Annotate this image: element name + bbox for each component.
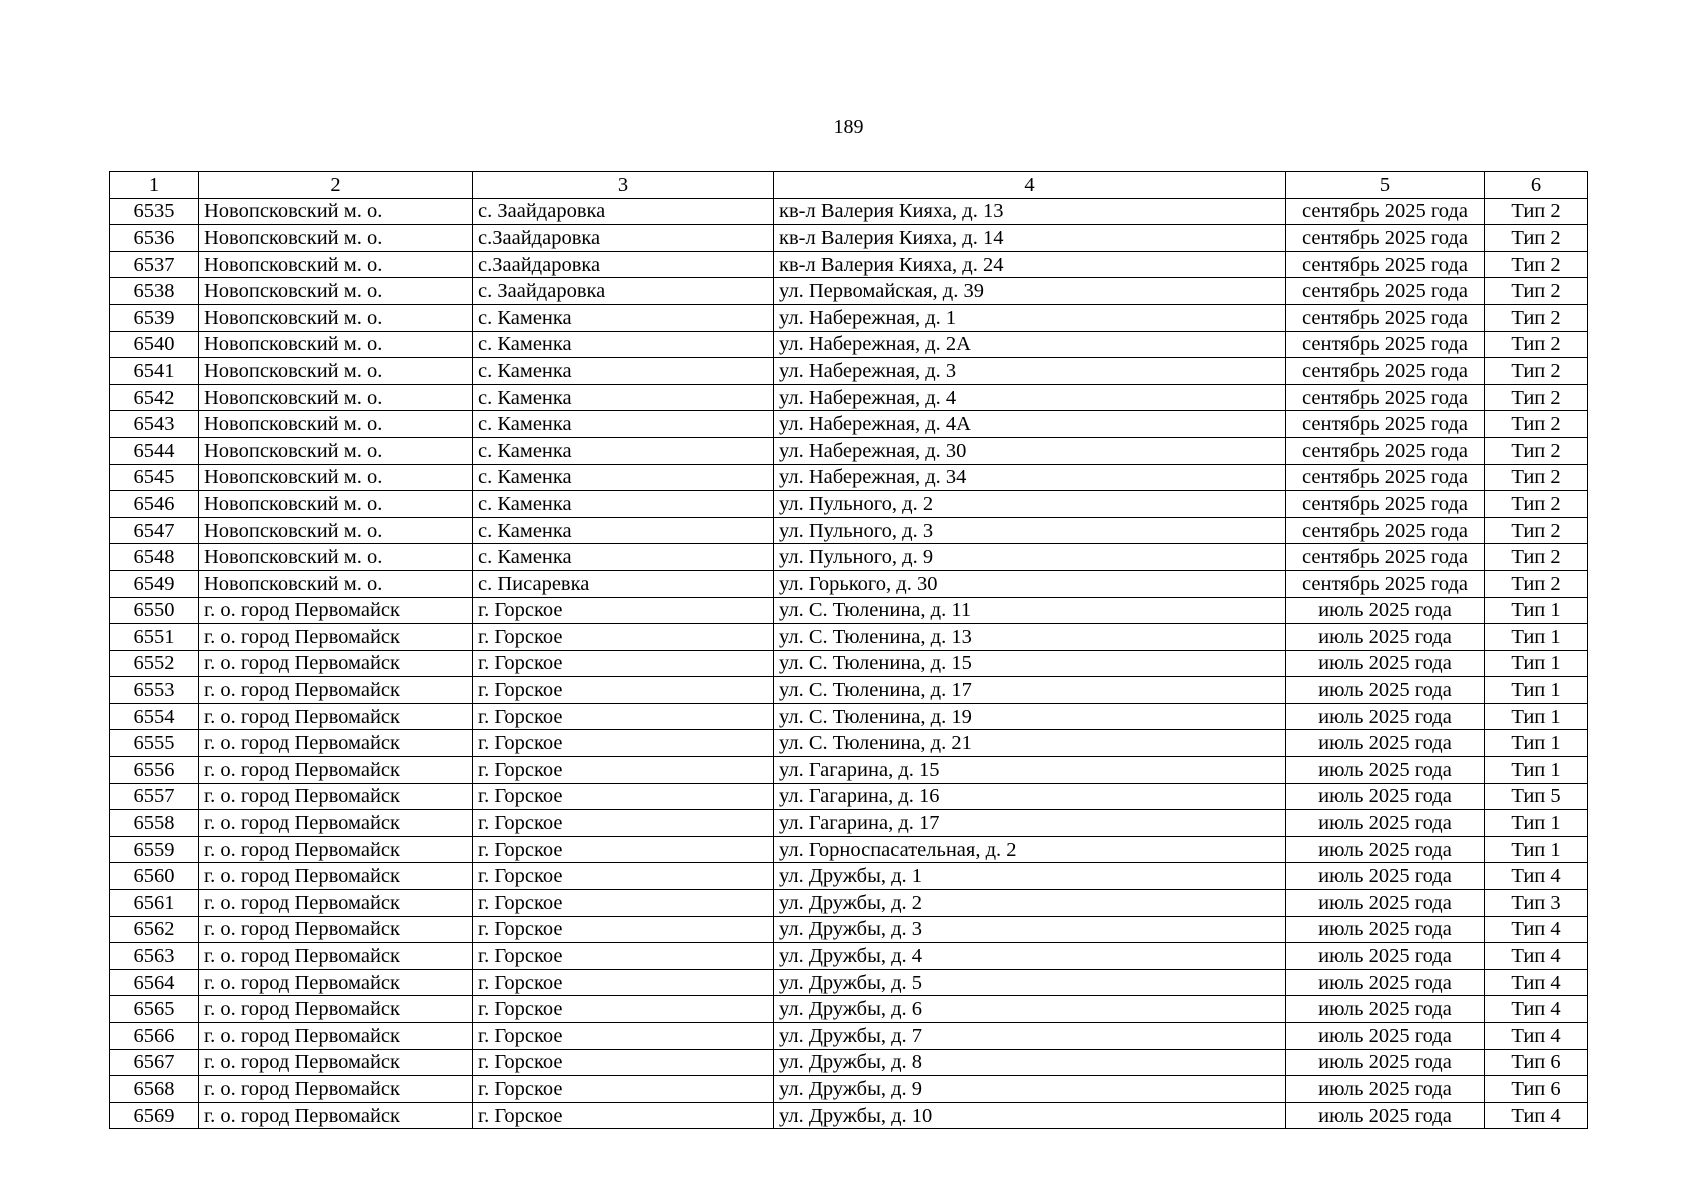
date-cell: сентябрь 2025 года [1286,491,1485,518]
date-cell: июль 2025 года [1286,703,1485,730]
municipality-cell: г. о. город Первомайск [199,783,473,810]
table-row [110,863,1588,890]
row-number-cell: 6538 [110,278,199,305]
row-number-cell: 6568 [110,1076,199,1103]
table-row [110,1076,1588,1103]
row-number-cell: 6555 [110,730,199,757]
settlement-cell: г. Горское [473,597,774,624]
date-cell: июль 2025 года [1286,836,1485,863]
address-cell: ул. Дружбы, д. 10 [774,1102,1286,1129]
table-row [110,996,1588,1023]
row-number-cell: 6546 [110,491,199,518]
table-row [110,358,1588,385]
date-cell: сентябрь 2025 года [1286,225,1485,252]
table-row [110,677,1588,704]
address-cell: ул. Дружбы, д. 2 [774,890,1286,917]
column-header-municipality: 2 [199,172,473,199]
settlement-cell: г. Горское [473,1049,774,1076]
table-row [110,331,1588,358]
settlement-cell: с. Заайдаровка [473,278,774,305]
date-cell: сентябрь 2025 года [1286,464,1485,491]
settlement-cell: г. Горское [473,1023,774,1050]
type-cell: Тип 6 [1485,1049,1588,1076]
address-cell: ул. Пульного, д. 2 [774,491,1286,518]
table-row [110,730,1588,757]
settlement-cell: с. Каменка [473,437,774,464]
address-cell: ул. Дружбы, д. 7 [774,1023,1286,1050]
settlement-cell: с. Каменка [473,517,774,544]
table-row [110,198,1588,225]
date-cell: июль 2025 года [1286,1076,1485,1103]
address-cell: ул. Пульного, д. 3 [774,517,1286,544]
table-row [110,278,1588,305]
row-number-cell: 6562 [110,916,199,943]
municipality-cell: г. о. город Первомайск [199,996,473,1023]
address-cell: ул. Дружбы, д. 3 [774,916,1286,943]
address-cell: ул. Набережная, д. 2А [774,331,1286,358]
table-row [110,437,1588,464]
row-number-cell: 6564 [110,969,199,996]
date-cell: июль 2025 года [1286,916,1485,943]
address-cell: ул. Набережная, д. 30 [774,437,1286,464]
table-row [110,411,1588,438]
page-number: 189 [833,116,864,138]
date-cell: июль 2025 года [1286,757,1485,784]
column-header-type: 6 [1485,172,1588,199]
address-cell: кв-л Валерия Кияха, д. 14 [774,225,1286,252]
municipality-cell: Новопсковский м. о. [199,464,473,491]
row-number-cell: 6554 [110,703,199,730]
column-header-settlement: 3 [473,172,774,199]
date-cell: июль 2025 года [1286,890,1485,917]
date-cell: июль 2025 года [1286,1023,1485,1050]
table-row [110,517,1588,544]
type-cell: Тип 4 [1485,943,1588,970]
type-cell: Тип 4 [1485,863,1588,890]
settlement-cell: г. Горское [473,1076,774,1103]
settlement-cell: г. Горское [473,810,774,837]
settlement-cell: г. Горское [473,916,774,943]
municipality-cell: Новопсковский м. о. [199,570,473,597]
municipality-cell: г. о. город Первомайск [199,836,473,863]
municipality-cell: Новопсковский м. о. [199,225,473,252]
table-row [110,1102,1588,1129]
column-header-number: 1 [110,172,199,199]
address-cell: ул. Набережная, д. 34 [774,464,1286,491]
type-cell: Тип 2 [1485,464,1588,491]
table-row [110,544,1588,571]
type-cell: Тип 2 [1485,225,1588,252]
type-cell: Тип 4 [1485,916,1588,943]
date-cell: сентябрь 2025 года [1286,198,1485,225]
date-cell: июль 2025 года [1286,783,1485,810]
column-header-address: 4 [774,172,1286,199]
date-cell: сентябрь 2025 года [1286,331,1485,358]
municipality-cell: г. о. город Первомайск [199,1076,473,1103]
date-cell: июль 2025 года [1286,1049,1485,1076]
type-cell: Тип 1 [1485,730,1588,757]
settlement-cell: с. Каменка [473,411,774,438]
table-row [110,384,1588,411]
type-cell: Тип 4 [1485,1023,1588,1050]
address-cell: ул. Дружбы, д. 1 [774,863,1286,890]
type-cell: Тип 1 [1485,597,1588,624]
address-cell: ул. Дружбы, д. 4 [774,943,1286,970]
settlement-cell: с. Каменка [473,358,774,385]
address-cell: ул. С. Тюленина, д. 17 [774,677,1286,704]
date-cell: июль 2025 года [1286,624,1485,651]
table-row [110,491,1588,518]
row-number-cell: 6550 [110,597,199,624]
row-number-cell: 6569 [110,1102,199,1129]
row-number-cell: 6567 [110,1049,199,1076]
address-cell: ул. Дружбы, д. 9 [774,1076,1286,1103]
row-number-cell: 6540 [110,331,199,358]
settlement-cell: с. Каменка [473,331,774,358]
date-cell: сентябрь 2025 года [1286,544,1485,571]
settlement-cell: г. Горское [473,624,774,651]
date-cell: июль 2025 года [1286,863,1485,890]
municipality-cell: г. о. город Первомайск [199,624,473,651]
settlement-cell: с. Писаревка [473,570,774,597]
settlement-cell: г. Горское [473,757,774,784]
date-cell: сентябрь 2025 года [1286,304,1485,331]
row-number-cell: 6541 [110,358,199,385]
row-number-cell: 6563 [110,943,199,970]
settlement-cell: с. Каменка [473,544,774,571]
type-cell: Тип 2 [1485,517,1588,544]
type-cell: Тип 3 [1485,890,1588,917]
type-cell: Тип 1 [1485,836,1588,863]
settlement-cell: г. Горское [473,650,774,677]
municipality-cell: г. о. город Первомайск [199,650,473,677]
date-cell: июль 2025 года [1286,810,1485,837]
table-row [110,757,1588,784]
row-number-cell: 6552 [110,650,199,677]
municipality-cell: Новопсковский м. о. [199,198,473,225]
settlement-cell: г. Горское [473,677,774,704]
table-row [110,943,1588,970]
type-cell: Тип 2 [1485,570,1588,597]
table-body [110,198,1588,1129]
row-number-cell: 6549 [110,570,199,597]
type-cell: Тип 2 [1485,304,1588,331]
table-row [110,890,1588,917]
type-cell: Тип 2 [1485,358,1588,385]
municipality-cell: г. о. город Первомайск [199,810,473,837]
address-cell: ул. С. Тюленина, д. 21 [774,730,1286,757]
date-cell: июль 2025 года [1286,1102,1485,1129]
row-number-cell: 6560 [110,863,199,890]
row-number-cell: 6553 [110,677,199,704]
address-cell: ул. Дружбы, д. 5 [774,969,1286,996]
table-row [110,650,1588,677]
address-cell: ул. С. Тюленина, д. 15 [774,650,1286,677]
municipality-cell: Новопсковский м. о. [199,491,473,518]
address-cell: ул. Пульного, д. 9 [774,544,1286,571]
row-number-cell: 6542 [110,384,199,411]
municipality-cell: г. о. город Первомайск [199,1102,473,1129]
row-number-cell: 6557 [110,783,199,810]
settlement-cell: г. Горское [473,836,774,863]
municipality-cell: г. о. город Первомайск [199,1023,473,1050]
settlement-cell: с. Каменка [473,491,774,518]
date-cell: сентябрь 2025 года [1286,384,1485,411]
table-row [110,570,1588,597]
type-cell: Тип 2 [1485,411,1588,438]
type-cell: Тип 1 [1485,677,1588,704]
settlement-cell: с. Каменка [473,304,774,331]
type-cell: Тип 2 [1485,251,1588,278]
column-header-date: 5 [1286,172,1485,199]
row-number-cell: 6559 [110,836,199,863]
date-cell: июль 2025 года [1286,996,1485,1023]
table-row [110,783,1588,810]
settlement-cell: г. Горское [473,943,774,970]
date-cell: сентябрь 2025 года [1286,411,1485,438]
date-cell: июль 2025 года [1286,730,1485,757]
date-cell: сентябрь 2025 года [1286,278,1485,305]
type-cell: Тип 1 [1485,650,1588,677]
type-cell: Тип 2 [1485,491,1588,518]
municipality-cell: г. о. город Первомайск [199,943,473,970]
address-cell: ул. Гагарина, д. 16 [774,783,1286,810]
settlement-cell: г. Горское [473,703,774,730]
municipality-cell: Новопсковский м. о. [199,358,473,385]
row-number-cell: 6561 [110,890,199,917]
data-table [109,171,1588,1129]
settlement-cell: г. Горское [473,783,774,810]
date-cell: июль 2025 года [1286,650,1485,677]
table-row [110,225,1588,252]
date-cell: июль 2025 года [1286,943,1485,970]
address-cell: ул. Гагарина, д. 15 [774,757,1286,784]
row-number-cell: 6539 [110,304,199,331]
settlement-cell: г. Горское [473,969,774,996]
type-cell: Тип 2 [1485,278,1588,305]
type-cell: Тип 5 [1485,783,1588,810]
type-cell: Тип 4 [1485,969,1588,996]
table-header-row [110,172,1588,199]
address-cell: ул. Гагарина, д. 17 [774,810,1286,837]
municipality-cell: Новопсковский м. о. [199,544,473,571]
date-cell: сентябрь 2025 года [1286,437,1485,464]
type-cell: Тип 1 [1485,703,1588,730]
municipality-cell: Новопсковский м. о. [199,278,473,305]
municipality-cell: г. о. город Первомайск [199,730,473,757]
row-number-cell: 6544 [110,437,199,464]
type-cell: Тип 1 [1485,624,1588,651]
settlement-cell: с. Заайдаровка [473,198,774,225]
date-cell: сентябрь 2025 года [1286,570,1485,597]
settlement-cell: с. Каменка [473,384,774,411]
row-number-cell: 6537 [110,251,199,278]
municipality-cell: г. о. город Первомайск [199,863,473,890]
settlement-cell: г. Горское [473,730,774,757]
row-number-cell: 6551 [110,624,199,651]
municipality-cell: Новопсковский м. о. [199,517,473,544]
row-number-cell: 6547 [110,517,199,544]
address-cell: ул. Набережная, д. 1 [774,304,1286,331]
table-row [110,624,1588,651]
settlement-cell: г. Горское [473,1102,774,1129]
address-cell: кв-л Валерия Кияха, д. 24 [774,251,1286,278]
row-number-cell: 6565 [110,996,199,1023]
table-row [110,916,1588,943]
settlement-cell: с.Заайдаровка [473,225,774,252]
municipality-cell: г. о. город Первомайск [199,916,473,943]
date-cell: сентябрь 2025 года [1286,358,1485,385]
type-cell: Тип 2 [1485,544,1588,571]
row-number-cell: 6556 [110,757,199,784]
municipality-cell: г. о. город Первомайск [199,890,473,917]
table-row [110,703,1588,730]
address-cell: ул. Горького, д. 30 [774,570,1286,597]
date-cell: июль 2025 года [1286,677,1485,704]
municipality-cell: Новопсковский м. о. [199,437,473,464]
row-number-cell: 6558 [110,810,199,837]
type-cell: Тип 2 [1485,437,1588,464]
table-row [110,251,1588,278]
type-cell: Тип 1 [1485,810,1588,837]
date-cell: сентябрь 2025 года [1286,517,1485,544]
type-cell: Тип 4 [1485,996,1588,1023]
settlement-cell: г. Горское [473,863,774,890]
municipality-cell: Новопсковский м. о. [199,384,473,411]
municipality-cell: Новопсковский м. о. [199,251,473,278]
municipality-cell: Новопсковский м. о. [199,331,473,358]
table-row [110,1023,1588,1050]
table-row [110,969,1588,996]
type-cell: Тип 1 [1485,757,1588,784]
type-cell: Тип 6 [1485,1076,1588,1103]
table-row [110,464,1588,491]
municipality-cell: г. о. город Первомайск [199,703,473,730]
municipality-cell: г. о. город Первомайск [199,677,473,704]
row-number-cell: 6536 [110,225,199,252]
address-cell: ул. С. Тюленина, д. 13 [774,624,1286,651]
municipality-cell: г. о. город Первомайск [199,969,473,996]
address-cell: ул. С. Тюленина, д. 19 [774,703,1286,730]
type-cell: Тип 2 [1485,198,1588,225]
municipality-cell: Новопсковский м. о. [199,304,473,331]
date-cell: сентябрь 2025 года [1286,251,1485,278]
municipality-cell: Новопсковский м. о. [199,411,473,438]
table-row [110,1049,1588,1076]
address-cell: ул. Набережная, д. 4 [774,384,1286,411]
row-number-cell: 6548 [110,544,199,571]
table-row [110,836,1588,863]
municipality-cell: г. о. город Первомайск [199,597,473,624]
row-number-cell: 6545 [110,464,199,491]
date-cell: июль 2025 года [1286,969,1485,996]
settlement-cell: с. Каменка [473,464,774,491]
row-number-cell: 6535 [110,198,199,225]
address-cell: ул. Дружбы, д. 6 [774,996,1286,1023]
address-cell: ул. Горноспасательная, д. 2 [774,836,1286,863]
address-cell: ул. Набережная, д. 4А [774,411,1286,438]
row-number-cell: 6543 [110,411,199,438]
address-cell: ул. С. Тюленина, д. 11 [774,597,1286,624]
table-row [110,810,1588,837]
municipality-cell: г. о. город Первомайск [199,1049,473,1076]
type-cell: Тип 2 [1485,384,1588,411]
date-cell: июль 2025 года [1286,597,1485,624]
settlement-cell: с.Заайдаровка [473,251,774,278]
address-cell: ул. Набережная, д. 3 [774,358,1286,385]
settlement-cell: г. Горское [473,890,774,917]
address-cell: кв-л Валерия Кияха, д. 13 [774,198,1286,225]
type-cell: Тип 2 [1485,331,1588,358]
address-cell: ул. Дружбы, д. 8 [774,1049,1286,1076]
municipality-cell: г. о. город Первомайск [199,757,473,784]
address-cell: ул. Первомайская, д. 39 [774,278,1286,305]
table-row [110,597,1588,624]
settlement-cell: г. Горское [473,996,774,1023]
row-number-cell: 6566 [110,1023,199,1050]
table-row [110,304,1588,331]
type-cell: Тип 4 [1485,1102,1588,1129]
